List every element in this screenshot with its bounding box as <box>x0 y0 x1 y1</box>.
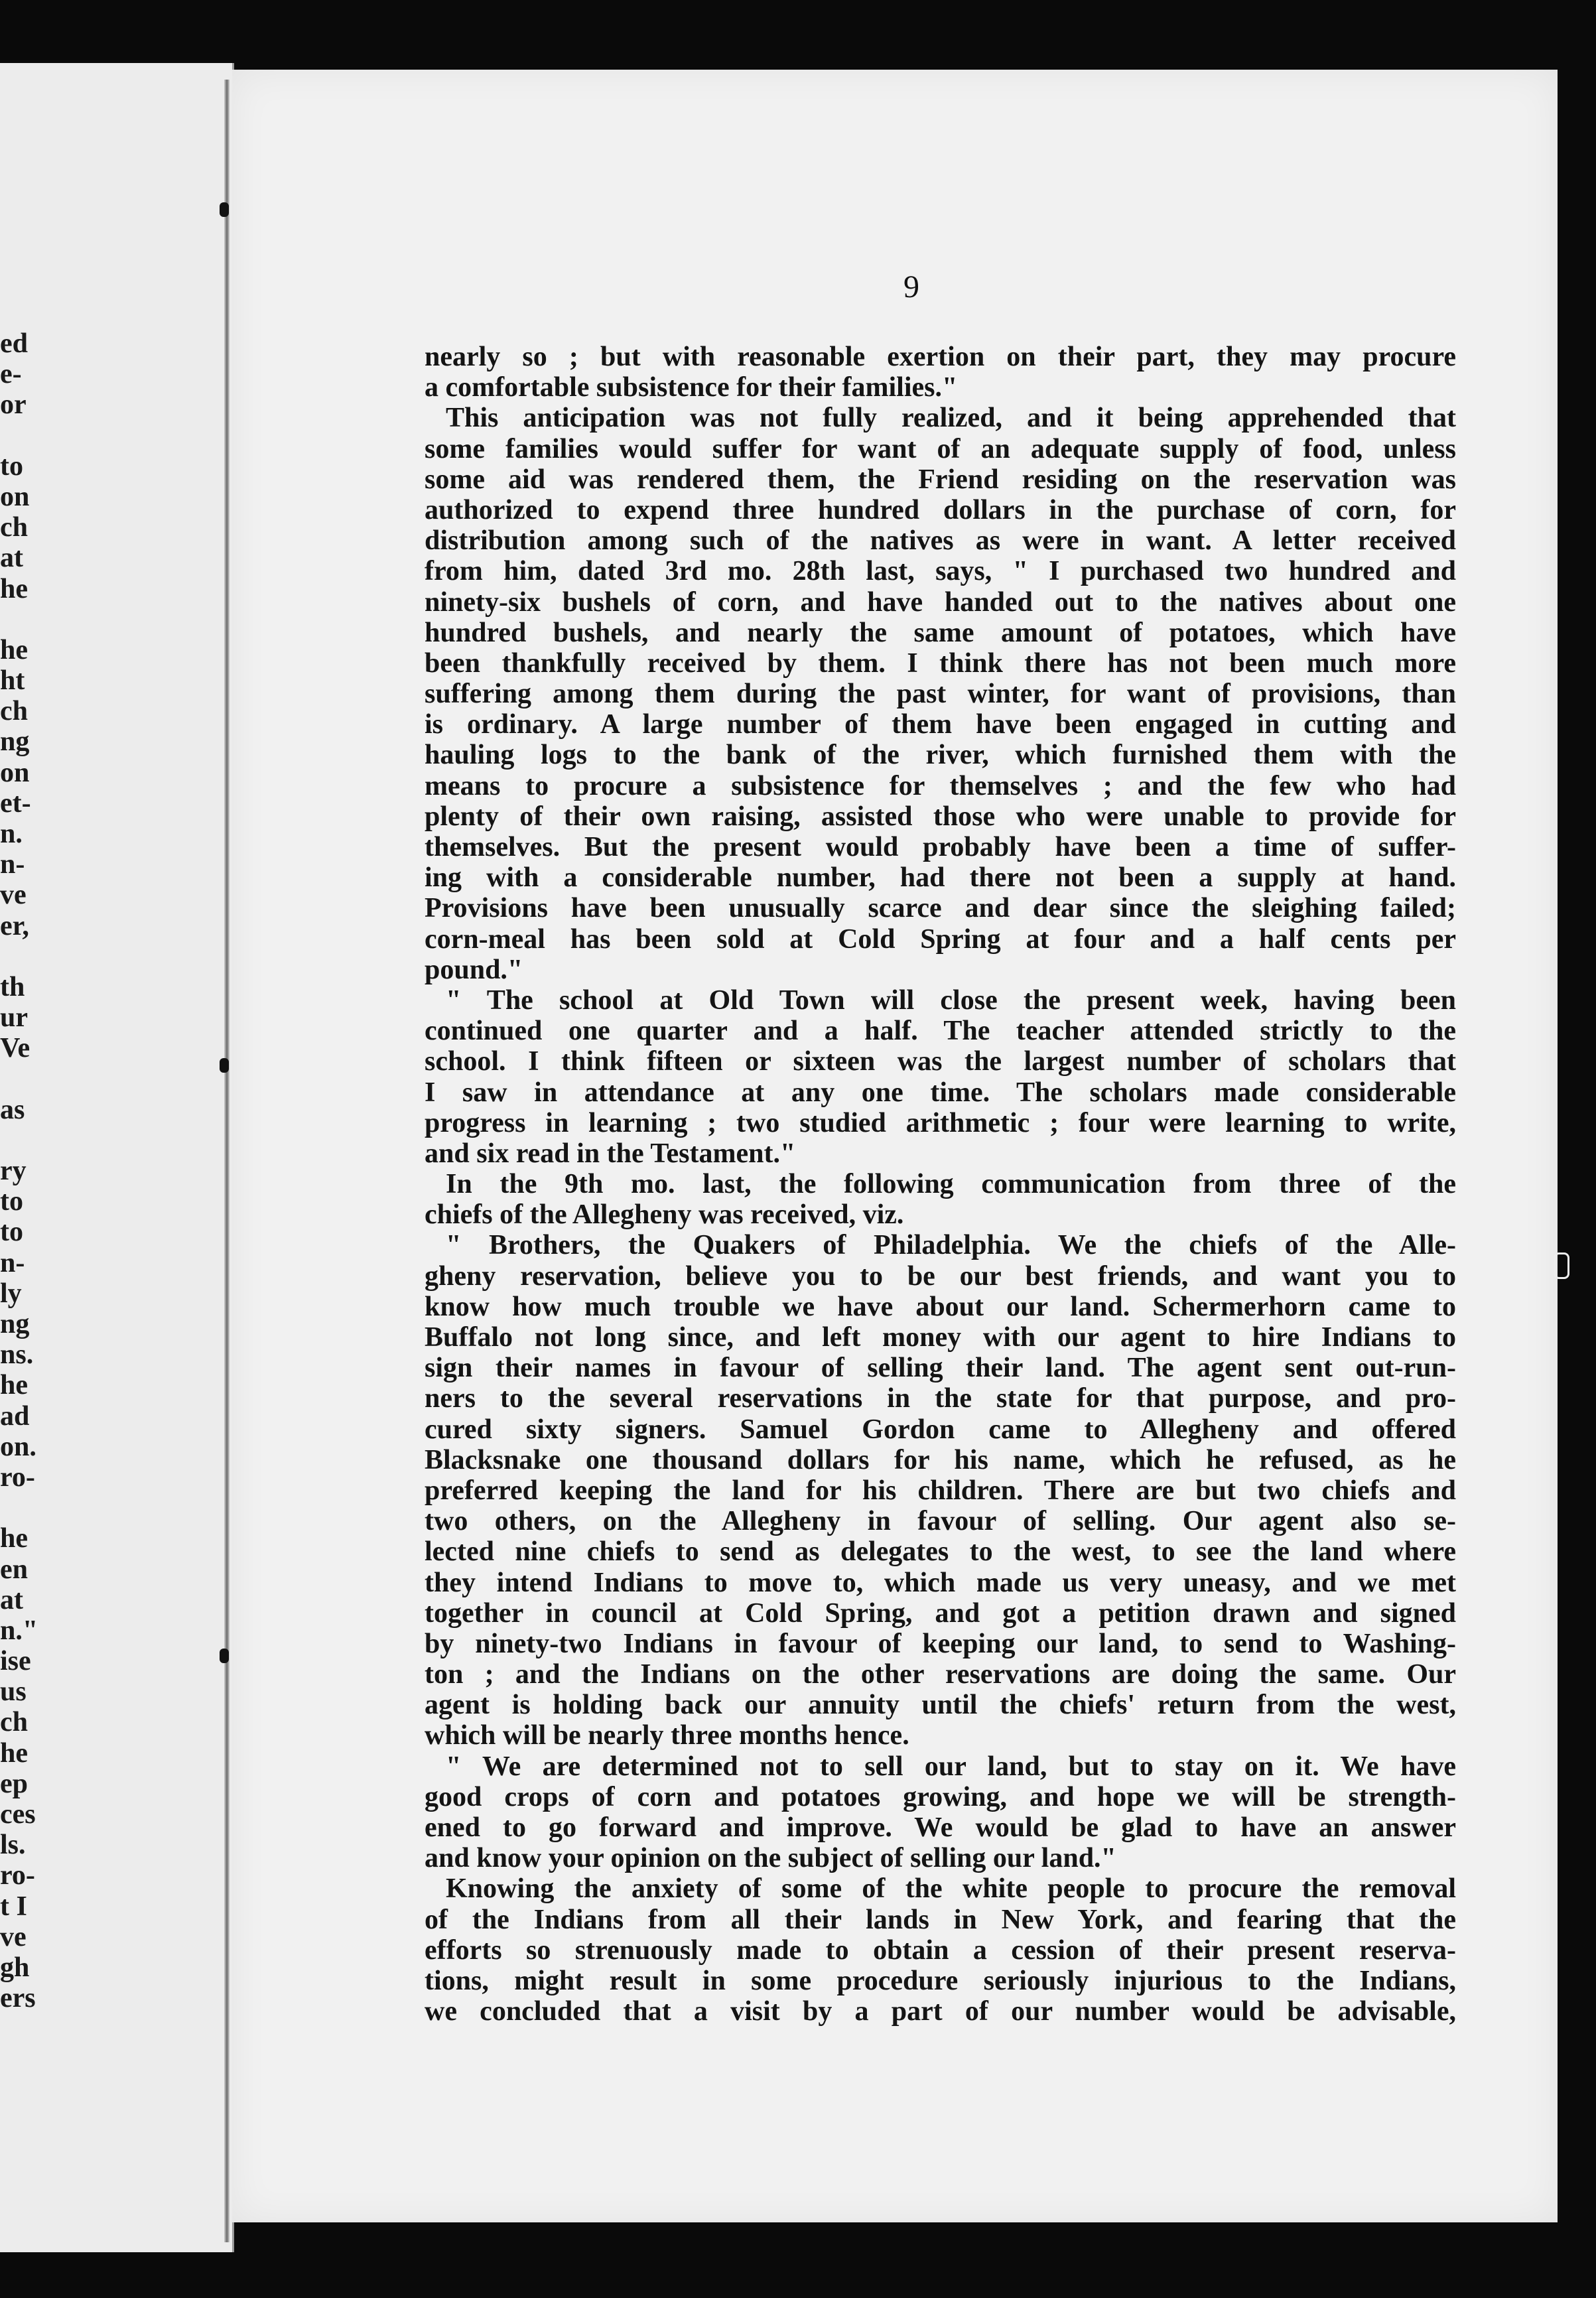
text-line: In the 9th mo. last, the following communication from three of the <box>446 1169 1456 1200</box>
text-line: is ordinary. A large number of them have been engaged in cutting and <box>425 709 1456 740</box>
text-line: of the Indians from all their lands in New York, and fearing that the <box>425 1904 1456 1935</box>
text-line: two others, on the Allegheny in favour of selling. Our agent also se- <box>425 1506 1456 1537</box>
text-line: Buffalo not long since, and left money with our agent to hire Indians to <box>425 1322 1456 1353</box>
text-line: This anticipation was not fully realized, and it being apprehended that <box>446 403 1456 434</box>
text-line: means to procure a subsistence for themselves ; and the few who had <box>425 770 1456 801</box>
fragment-line: ve <box>0 1921 27 1952</box>
fragment-line: us <box>0 1676 27 1708</box>
fragment-line: en <box>0 1554 28 1585</box>
fragment-line: Ve <box>0 1033 31 1064</box>
fragment-line: th <box>0 971 25 1002</box>
text-line: ton ; and the Indians on the other reservations are doing the same. Our <box>425 1659 1456 1690</box>
fragment-line: ep <box>0 1768 28 1799</box>
text-line: together in council at Cold Spring, and got a petition drawn and signed <box>425 1597 1456 1629</box>
fragment-line: he <box>0 1737 28 1769</box>
fragment-line: ro- <box>0 1860 35 1891</box>
fragment-line: ng <box>0 726 30 758</box>
text-line: preferred keeping the land for his children. There are but two chiefs and <box>425 1475 1456 1506</box>
previous-page-strip <box>0 63 234 2252</box>
fragment-line: ro- <box>0 1461 35 1493</box>
fragment-line: ise <box>0 1646 31 1677</box>
text-line: ing with a considerable number, had there not been a supply at hand. <box>425 862 1456 894</box>
fragment-line: he <box>0 634 28 665</box>
fragment-line <box>0 421 73 451</box>
text-line: nearly so ; but with reasonable exertion on their part, they may procure <box>425 342 1456 372</box>
fragment-line: ch <box>0 696 28 727</box>
text-line: I saw in attendance at any one time. The scholars made considerable <box>425 1077 1456 1108</box>
fragment-line: to <box>0 1186 23 1217</box>
fragment-line: et- <box>0 787 31 819</box>
text-line: lected nine chiefs to send as delegates to the west, to see the land where <box>425 1536 1456 1568</box>
fragment-line: n- <box>0 849 25 880</box>
fragment-line: ry <box>0 1156 27 1187</box>
fragment-line: he <box>0 573 28 604</box>
text-line: ened to go forward and improve. We would be glad to have an answer <box>425 1812 1456 1843</box>
text-line: Provisions have been unusually scarce and dear since the sleighing failed; <box>425 893 1456 924</box>
fragment-line: e- <box>0 359 22 390</box>
fragment-line: n. <box>0 819 23 849</box>
fragment-line: ad <box>0 1400 30 1432</box>
text-line: ninety-six bushels of corn, and have handed out to the natives about one <box>425 586 1456 618</box>
previous-page-text-fragments <box>0 328 73 2013</box>
fragment-line: n- <box>0 1247 25 1278</box>
text-line: progress in learning ; two studied arithmetic ; four were learning to write, <box>425 1107 1456 1138</box>
fragment-line: gh <box>0 1952 30 1983</box>
text-line: some aid was rendered them, the Friend residing on the reservation was <box>425 464 1456 495</box>
fragment-line: ht <box>0 665 25 697</box>
text-line: authorized to expend three hundred dollars in the purchase of corn, for <box>425 494 1456 525</box>
text-line: sign their names in favour of selling their land. The agent sent out-run- <box>425 1353 1456 1384</box>
fragment-line: as <box>0 1094 25 1125</box>
text-line: and know your opinion on the subject of selling our land." <box>425 1843 1116 1874</box>
text-line: plenty of their own raising, assisted those who were unable to provide for <box>425 801 1456 832</box>
fragment-line <box>0 941 73 972</box>
text-line: distribution among such of the natives as were in want. A letter received <box>425 525 1456 557</box>
text-line: " Brothers, the Quakers of Philadelphia. We the chiefs of the Alle- <box>446 1230 1456 1261</box>
fragment-line: to <box>0 450 23 482</box>
fragment-line: ur <box>0 1002 28 1034</box>
text-line: hauling logs to the bank of the river, which furnished them with the <box>425 740 1456 771</box>
text-line: " The school at Old Town will close the present week, having been <box>446 984 1456 1016</box>
text-line: Blacksnake one thousand dollars for his name, which he refused, as he <box>425 1444 1456 1475</box>
text-line: school. I think fifteen or sixteen was the largest number of scholars that <box>425 1046 1456 1077</box>
text-line: from him, dated 3rd mo. 28th last, says, " I purchased two hundred and <box>425 556 1456 587</box>
fragment-line: at <box>0 543 23 574</box>
body-text <box>425 342 1456 2027</box>
text-line: they intend Indians to move to, which made us very uneasy, and we met <box>425 1567 1456 1598</box>
fragment-line: ch <box>0 1707 28 1738</box>
fragment-line: ls. <box>0 1830 26 1861</box>
fragment-line: on. <box>0 1431 36 1462</box>
fragment-line: on <box>0 757 30 788</box>
text-line: by ninety-two Indians in favour of keeping our land, to send to Washing- <box>425 1628 1456 1659</box>
page-number: 9 <box>903 269 919 304</box>
text-line: pound." <box>425 954 523 985</box>
page-edge-mark <box>1554 1252 1569 1279</box>
fragment-line: on <box>0 481 30 512</box>
text-line: some families would suffer for want of an adequate supply of food, unless <box>425 433 1456 464</box>
binding-stitch <box>220 202 229 217</box>
fragment-line: ve <box>0 880 27 911</box>
fragment-line: ly <box>0 1278 22 1309</box>
text-line: gheny reservation, believe you to be our best friends, and want you to <box>425 1260 1456 1292</box>
text-line: know how much trouble we have about our land. Schermerhorn came to <box>425 1291 1456 1322</box>
text-line: agent is holding back our annuity until the chiefs' return from the west, <box>425 1690 1456 1721</box>
book-gutter <box>224 80 230 2242</box>
text-line: hundred bushels, and nearly the same amount of potatoes, which have <box>425 617 1456 648</box>
fragment-line: ces <box>0 1799 36 1830</box>
fragment-line: to <box>0 1217 23 1248</box>
text-line: continued one quarter and a half. The teacher attended strictly to the <box>425 1016 1456 1047</box>
fragment-line: ns. <box>0 1339 34 1371</box>
text-line: Knowing the anxiety of some of the white people to procure the removal <box>446 1873 1456 1905</box>
text-line: good crops of corn and potatoes growing, and hope we will be strength- <box>425 1781 1456 1812</box>
text-line: ners to the several reservations in the state for that purpose, and pro- <box>425 1383 1456 1414</box>
fragment-line: he <box>0 1523 28 1554</box>
fragment-line: t I <box>0 1891 27 1922</box>
text-line: tions, might result in some procedure seriously injurious to the Indians, <box>425 1965 1456 1996</box>
fragment-line: he <box>0 1370 28 1401</box>
text-line: and six read in the Testament." <box>425 1138 796 1169</box>
fragment-line: er, <box>0 910 29 941</box>
fragment-line: at <box>0 1584 23 1615</box>
text-line: suffering among them during the past winter, for want of provisions, than <box>425 679 1456 710</box>
text-line: efforts so strenuously made to obtain a cession of their present reserva- <box>425 1934 1456 1966</box>
fragment-line <box>0 1125 73 1156</box>
fragment-line: ch <box>0 512 28 543</box>
text-line: themselves. But the present would probably have been a time of suffer- <box>425 832 1456 862</box>
text-line: we concluded that a visit by a part of our number would be advisable, <box>425 1996 1456 2027</box>
text-line: " We are determined not to sell our land, but to stay on it. We have <box>446 1751 1456 1782</box>
text-line: corn-meal has been sold at Cold Spring at four and a half cents per <box>425 923 1456 955</box>
fragment-line: ed <box>0 328 28 359</box>
text-line: been thankfully received by them. I think there has not been much more <box>425 647 1456 679</box>
fragment-line <box>0 604 73 635</box>
binding-stitch <box>220 1058 229 1073</box>
fragment-line <box>0 1493 73 1523</box>
fragment-line <box>0 1064 73 1095</box>
fragment-line: ers <box>0 1983 36 2014</box>
text-line: a comfortable subsistence for their families." <box>425 372 958 403</box>
text-line: which will be nearly three months hence. <box>425 1720 909 1751</box>
text-line: chiefs of the Allegheny was received, viz. <box>425 1199 904 1231</box>
main-page <box>232 70 1558 2222</box>
fragment-line: ng <box>0 1309 30 1339</box>
fragment-line: n." <box>0 1615 38 1646</box>
text-line: cured sixty signers. Samuel Gordon came to Allegheny and offered <box>425 1414 1456 1445</box>
fragment-line: or <box>0 389 27 421</box>
binding-stitch <box>220 1649 229 1663</box>
